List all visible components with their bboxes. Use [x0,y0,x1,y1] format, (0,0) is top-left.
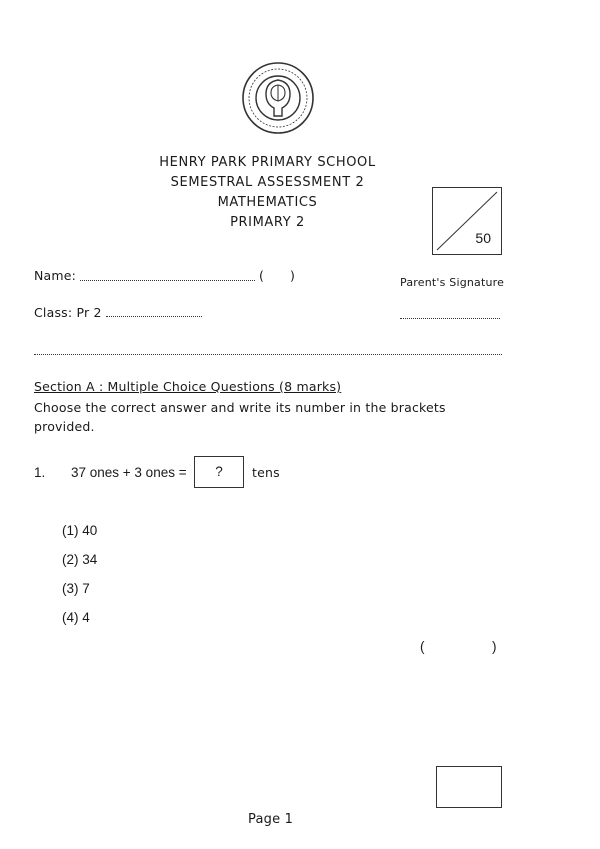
answer-bracket-close: ) [492,639,497,654]
name-bracket-open: ( [259,268,265,283]
name-input-line[interactable] [80,280,255,281]
option-3[interactable]: (3) 7 [62,581,90,596]
level-title: PRIMARY 2 [230,215,305,230]
section-a-instruction: Choose the correct answer and write its number in the brackets provided. [34,400,446,434]
answer-bracket-open: ( [420,639,425,654]
parent-signature-label: Parent's Signature [400,276,505,289]
name-label: Name: [34,268,77,283]
section-a-title: Section A : Multiple Choice Questions (8 marks) [34,379,342,394]
header-divider [34,354,502,355]
name-bracket-close: ) [290,268,296,283]
question-prompt: 37 ones + 3 ones = [71,465,187,480]
class-input-line[interactable] [106,316,202,317]
page-number: Page 1 [248,812,294,827]
answer-field[interactable] [430,637,490,657]
page-marks-box [436,766,502,808]
question-blank-box: ? [194,456,244,488]
assessment-title: SEMESTRAL ASSESSMENT 2 [170,175,365,190]
option-2[interactable]: (2) 34 [62,552,98,567]
option-1[interactable]: (1) 40 [62,523,98,538]
question-number: 1. [34,465,46,480]
class-label: Class: Pr 2 [34,305,102,320]
school-crest-logo [240,60,316,136]
score-box [432,187,502,255]
school-name: HENRY PARK PRIMARY SCHOOL [159,155,376,170]
subject-title: MATHEMATICS [217,195,318,210]
parent-signature-line[interactable] [400,318,500,319]
question-unit: tens [252,465,280,480]
score-total: 50 [475,230,491,246]
option-4[interactable]: (4) 4 [62,610,90,625]
